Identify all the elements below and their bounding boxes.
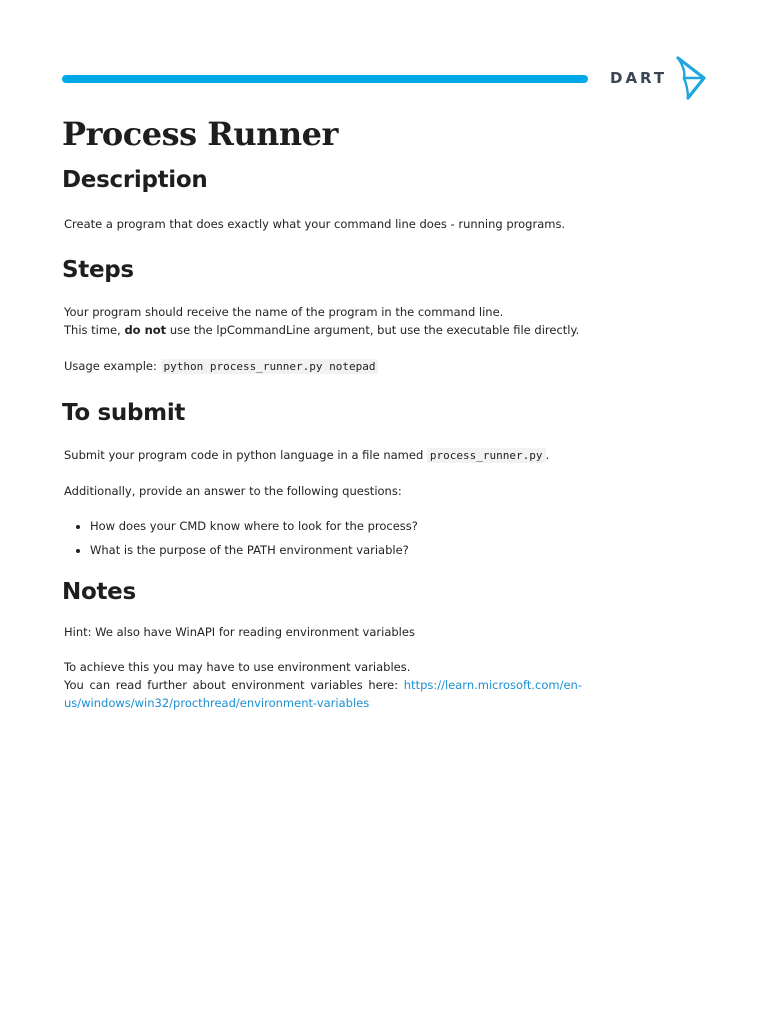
description-heading: Description xyxy=(62,167,208,193)
env-vars-link[interactable]: https://learn.microsoft.com/en-us/windows/win32/procthread/environment-variables xyxy=(64,678,582,710)
submit-line-1 xyxy=(62,446,584,465)
questions-list xyxy=(62,517,584,559)
description-section xyxy=(62,167,584,233)
notes-section xyxy=(62,579,584,712)
page-title: Process Runner xyxy=(62,115,338,153)
dart-arrow-icon xyxy=(674,56,708,100)
notes-line-2 xyxy=(62,676,582,712)
steps-line-1: Your program should receive the name of the program in the command line. xyxy=(64,305,504,319)
steps-line-2-bold: do not xyxy=(124,323,167,337)
list-item: • How does your CMD know where to look for the process? xyxy=(90,517,584,535)
steps-line-2-suffix: use the lpCommandLine argument, but use the executable file directly. xyxy=(166,323,580,337)
document-body xyxy=(62,115,584,712)
logo-text: DART xyxy=(610,69,668,87)
submit-file-code: process_runner.py xyxy=(427,448,546,463)
dart-logo xyxy=(610,56,720,102)
notes-heading: Notes xyxy=(62,579,136,605)
steps-heading: Steps xyxy=(62,257,134,283)
steps-section xyxy=(62,257,584,376)
submit-line-2: Additionally, provide an answer to the following questions: xyxy=(64,484,402,498)
notes-line-1: To achieve this you may have to use environment variables. xyxy=(64,660,411,674)
submit-line-1-prefix: Submit your program code in python language in a file named xyxy=(64,448,427,462)
notes-hint: Hint: We also have WinAPI for reading environment variables xyxy=(64,625,415,639)
description-text: Create a program that does exactly what your command line does - running programs. xyxy=(64,217,566,231)
usage-code: python process_runner.py notepad xyxy=(161,359,379,374)
usage-prefix: Usage example: xyxy=(64,359,161,373)
steps-line-2 xyxy=(62,321,584,339)
submit-section xyxy=(62,400,584,559)
submit-heading: To submit xyxy=(62,400,186,426)
submit-line-1-suffix: . xyxy=(545,448,550,462)
notes-line-2-prefix: You can read further about environment variables here: xyxy=(64,678,404,692)
usage-example xyxy=(62,357,584,376)
list-item: • What is the purpose of the PATH environment variable? xyxy=(90,541,584,559)
header-accent-bar xyxy=(62,75,588,83)
steps-line-2-prefix: This time, xyxy=(64,323,125,337)
